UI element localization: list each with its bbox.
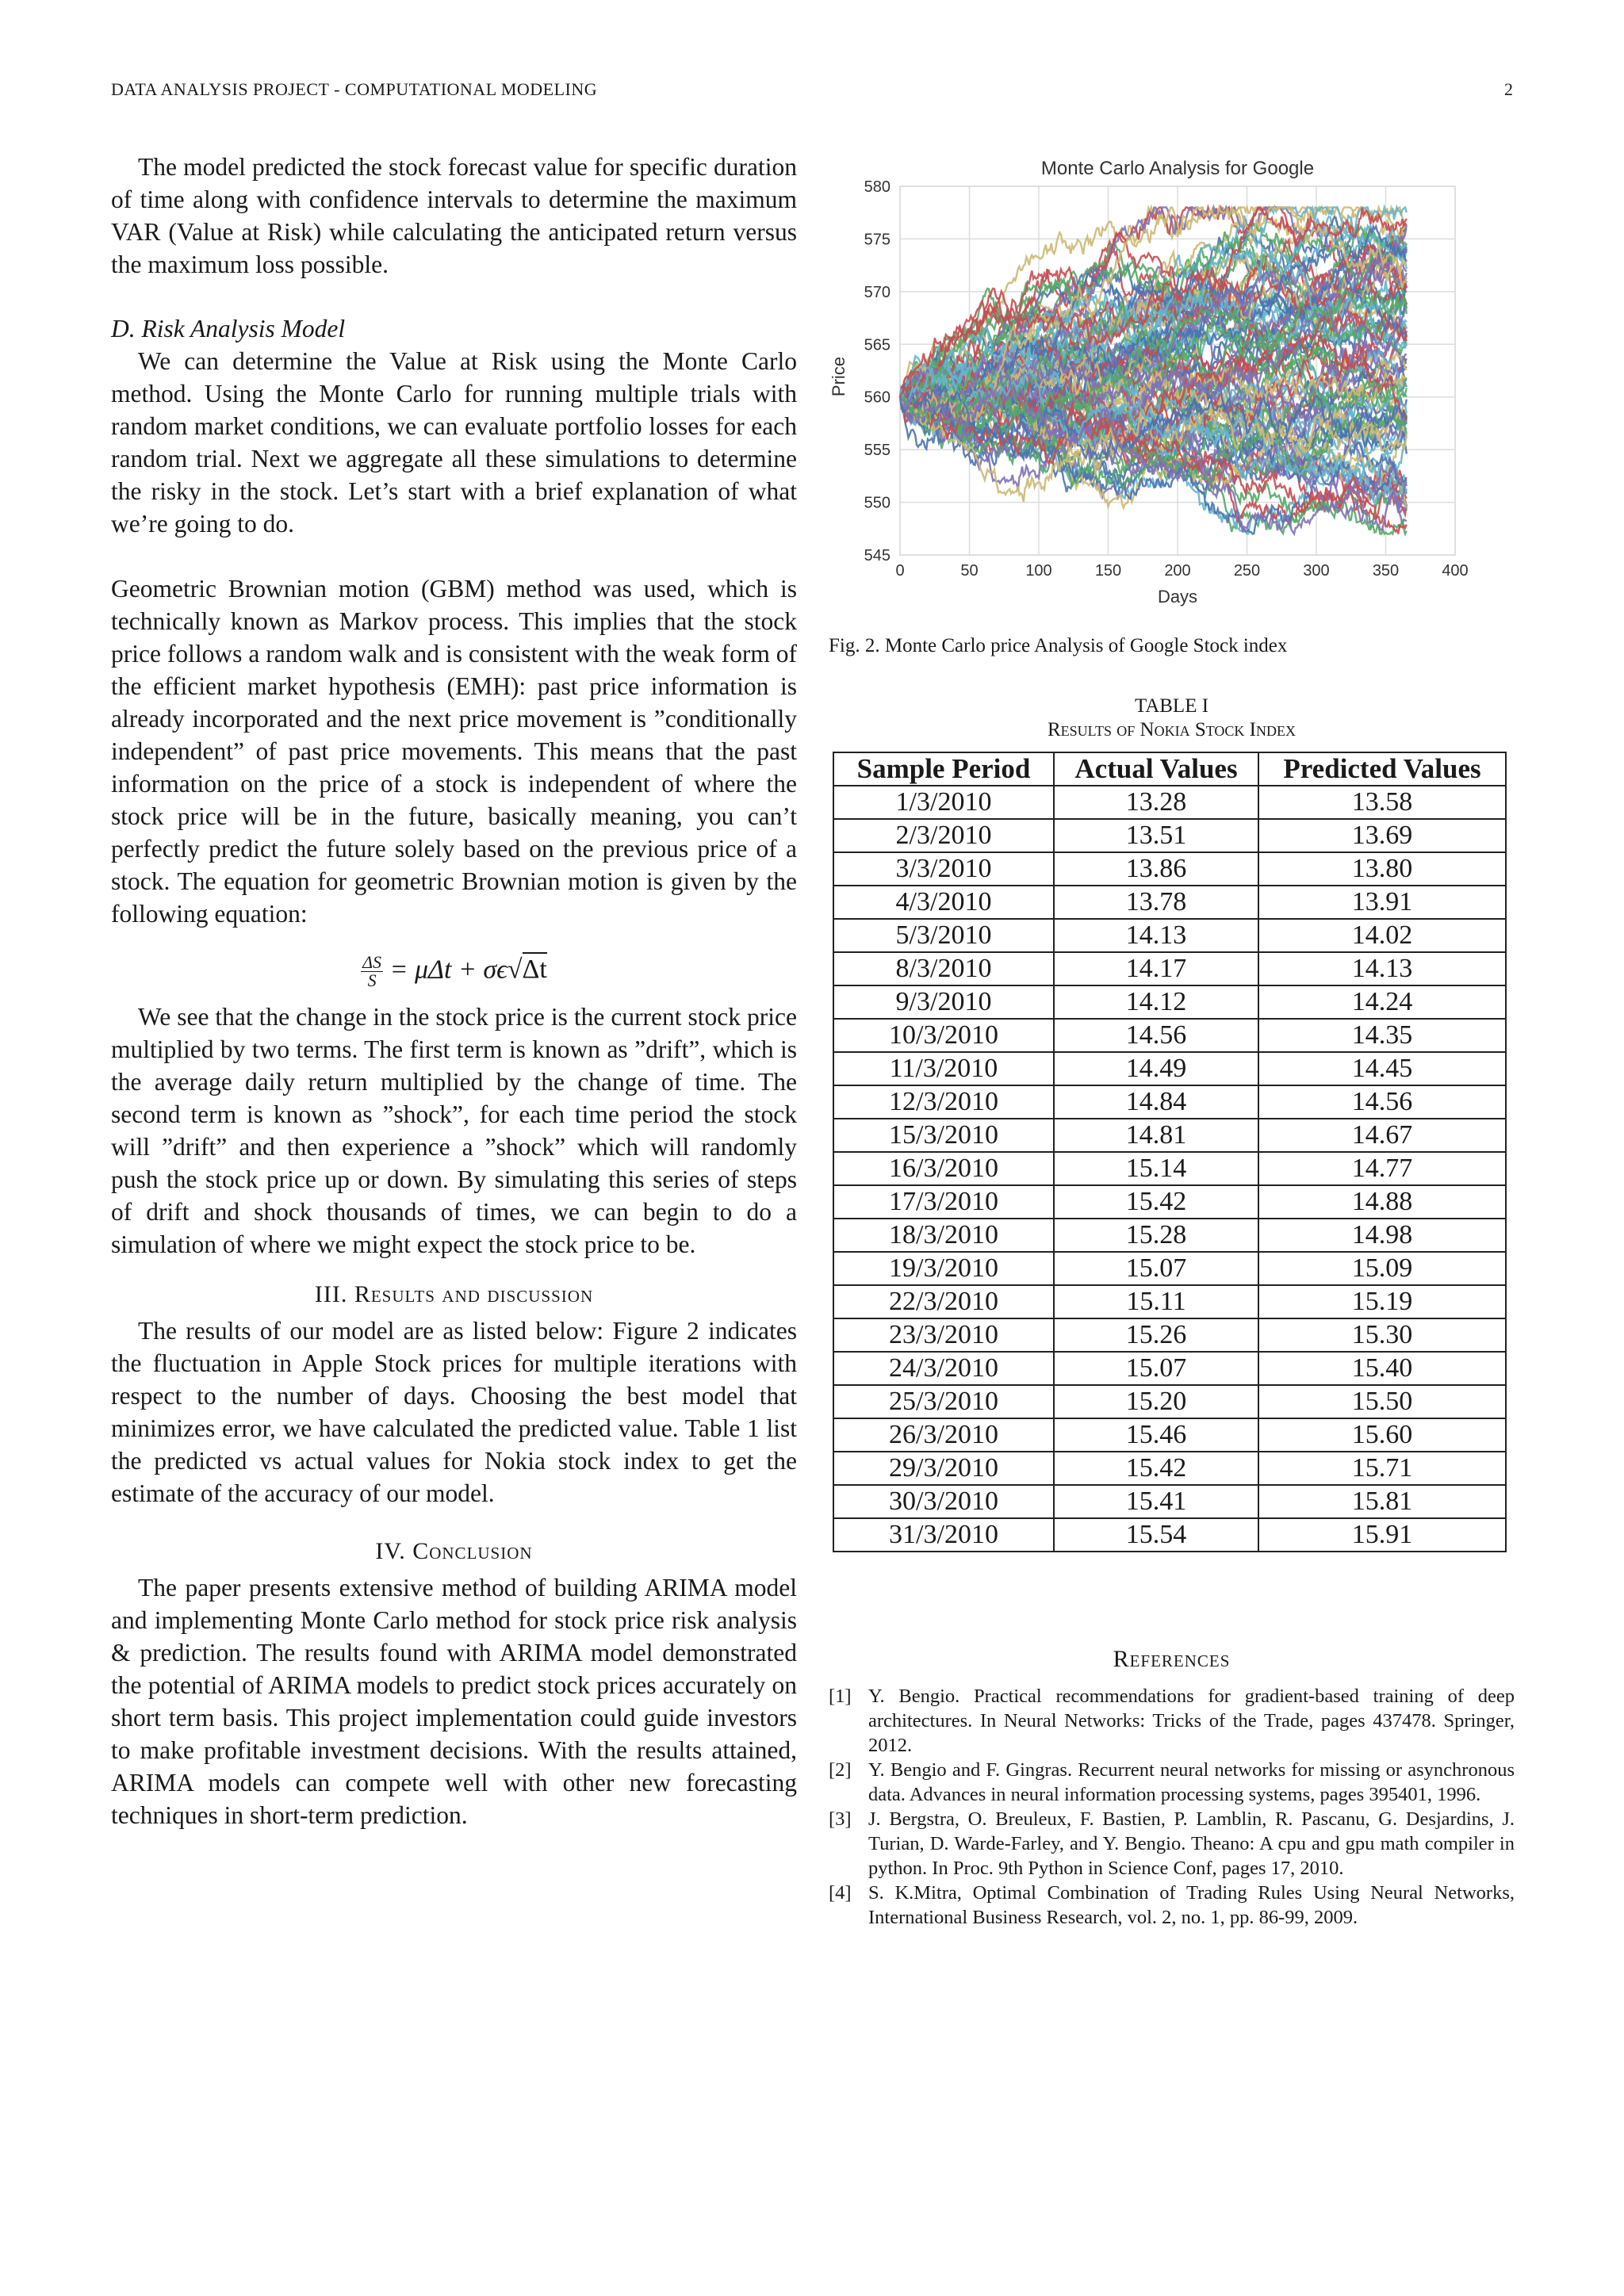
chart-y-tick-label: 560 <box>864 388 891 407</box>
section-title-conclusion <box>111 1538 797 1565</box>
cell-sample-period: 10/3/2010 <box>833 1019 1054 1052</box>
cell-sample-period: 15/3/2010 <box>833 1119 1054 1152</box>
cell-actual-value: 15.41 <box>1054 1485 1258 1518</box>
reference-text: J. Bergstra, O. Breuleux, F. Bastien, P. Lamblin, R. Pascanu, G. Desjardins, J. Turian, D. Warde-Farley, and Y. Bengio. Theano: A cpu and gpu math compiler in python. In Proc. 9th Python in Science Conf, pages 17, 2010. <box>868 1808 1515 1879</box>
cell-sample-period: 1/3/2010 <box>833 786 1054 819</box>
cell-sample-period: 18/3/2010 <box>833 1219 1054 1252</box>
cell-sample-period: 16/3/2010 <box>833 1152 1054 1185</box>
table-row <box>833 786 1506 819</box>
chart-x-tick-label: 250 <box>1233 562 1261 580</box>
cell-sample-period: 24/3/2010 <box>833 1352 1054 1385</box>
chart-x-tick-label: 50 <box>960 562 979 580</box>
table-row <box>833 1219 1506 1252</box>
cell-predicted-value: 13.69 <box>1258 819 1506 852</box>
reference-item <box>829 1758 1515 1807</box>
table-row <box>833 1352 1506 1385</box>
chart-x-tick-label: 400 <box>1442 562 1469 580</box>
chart-x-tick-label: 200 <box>1164 562 1191 580</box>
cell-sample-period: 12/3/2010 <box>833 1085 1054 1119</box>
chart-x-tick-label: 100 <box>1025 562 1052 580</box>
cell-sample-period: 8/3/2010 <box>833 952 1054 985</box>
cell-actual-value: 13.86 <box>1054 852 1258 886</box>
cell-actual-value: 15.20 <box>1054 1385 1258 1418</box>
cell-actual-value: 15.42 <box>1054 1452 1258 1485</box>
cell-predicted-value: 15.50 <box>1258 1385 1506 1418</box>
cell-predicted-value: 15.19 <box>1258 1285 1506 1318</box>
table-row <box>833 1152 1506 1185</box>
cell-predicted-value: 14.77 <box>1258 1152 1506 1185</box>
cell-predicted-value: 15.91 <box>1258 1518 1506 1552</box>
section-number-conclusion: IV. <box>375 1538 406 1564</box>
chart-x-tick-label: 350 <box>1372 562 1400 580</box>
cell-actual-value: 14.49 <box>1054 1052 1258 1085</box>
cell-predicted-value: 14.88 <box>1258 1185 1506 1219</box>
table-row <box>833 1318 1506 1352</box>
table-title: Results of Nokia Stock Index <box>1048 719 1296 740</box>
paragraph-gbm: Geometric Brownian motion (GBM) method was used, which is technically known as Markov process. This implies that the stock price follows a random walk and is consistent with the weak form of the efficient market hypothesis (EMH): past price information is already incorporated and the next price movement is ”conditionally independent” of past price movements. This means that the past information on the price of a stock is independent of where the stock price will be in the future, basically meaning, you can’t perfectly predict the future solely based on the previous price of a stock. The equation for geometric Brownian motion is given by the following equation: <box>111 575 797 928</box>
cell-sample-period: 22/3/2010 <box>833 1285 1054 1318</box>
cell-actual-value: 14.81 <box>1054 1119 1258 1152</box>
paragraph-drift-shock: We see that the change in the stock price is the current stock price multiplied by two terms. The first term is known as ”drift”, which is the average daily return multiplied by the change of time. The second term is known as ”shock”, for each time period the stock will ”drift” and then experience a ”shock” which will randomly push the stock price up or down. By simulating this series of steps of drift and shock thousands of times, we can begin to do a simulation of where we might expect the stock price to be. <box>111 1003 797 1258</box>
cell-sample-period: 26/3/2010 <box>833 1418 1054 1452</box>
reference-number: [3] <box>829 1808 852 1830</box>
cell-sample-period: 11/3/2010 <box>833 1052 1054 1085</box>
cell-sample-period: 23/3/2010 <box>833 1318 1054 1352</box>
paragraph-conclusion: The paper presents extensive method of building ARIMA model and implementing Monte Carlo method for stock price risk analysis & prediction. The results found with ARIMA model demonstrated the potential of ARIMA models to predict stock prices accurately on short term basis. This project implementation could guide investors to make profitable investment decisions. With the results attained, ARIMA models can compete well with other new forecasting techniques in short-term prediction. <box>111 1574 797 1829</box>
cell-actual-value: 15.28 <box>1054 1219 1258 1252</box>
table-row <box>833 852 1506 886</box>
table-row <box>833 1119 1506 1152</box>
paragraph-monte-carlo: We can determine the Value at Risk using the Monte Carlo method. Using the Monte Carlo for running multiple trials with random market conditions, we can evaluate portfolio losses for each random trial. Next we aggregate all these simulations to determine the risky in the stock. Let’s start with a brief explanation of what we’re going to do. <box>111 347 797 538</box>
right-column <box>829 151 1515 1930</box>
table-label: TABLE I <box>1134 695 1209 717</box>
running-title: DATA ANALYSIS PROJECT - COMPUTATIONAL MODELING <box>111 79 598 99</box>
chart-title: Monte Carlo Analysis for Google <box>1040 158 1315 179</box>
cell-actual-value: 15.07 <box>1054 1352 1258 1385</box>
cell-sample-period: 31/3/2010 <box>833 1518 1054 1552</box>
cell-sample-period: 19/3/2010 <box>833 1252 1054 1285</box>
reference-text: Y. Bengio. Practical recommendations for gradient-based training of deep architectures. In Neural Networks: Tricks of the Trade, pages 437478. Springer, 2012. <box>868 1686 1515 1756</box>
equation-numerator: ΔS <box>362 952 382 972</box>
cell-predicted-value: 14.02 <box>1258 919 1506 952</box>
chart-y-tick-label: 545 <box>864 547 891 564</box>
section-title-results <box>111 1281 797 1308</box>
cell-sample-period: 30/3/2010 <box>833 1485 1054 1518</box>
cell-predicted-value: 15.71 <box>1258 1452 1506 1485</box>
results-table <box>833 752 1507 1552</box>
reference-number: [2] <box>829 1759 852 1781</box>
cell-predicted-value: 15.81 <box>1258 1485 1506 1518</box>
cell-sample-period: 29/3/2010 <box>833 1452 1054 1485</box>
cell-actual-value: 15.46 <box>1054 1418 1258 1452</box>
subsection-title-risk-analysis: D. Risk Analysis Model <box>111 315 346 342</box>
table-header-actual-values: Actual Values <box>1054 752 1258 786</box>
table-row <box>833 1019 1506 1052</box>
chart-y-tick-label: 580 <box>864 178 891 196</box>
table-row <box>833 1518 1506 1552</box>
reference-item <box>829 1807 1515 1881</box>
table-row <box>833 919 1506 952</box>
chart-x-tick-label: 150 <box>1094 562 1122 580</box>
table-row <box>833 1185 1506 1219</box>
chart-y-axis-label: Price <box>829 356 848 397</box>
chart-x-tick-label: 300 <box>1303 562 1330 580</box>
cell-predicted-value: 13.80 <box>1258 852 1506 886</box>
chart-y-tick-label: 555 <box>864 442 891 460</box>
cell-sample-period: 4/3/2010 <box>833 886 1054 919</box>
table-row <box>833 1385 1506 1418</box>
chart-y-tick-label: 550 <box>864 494 891 512</box>
cell-actual-value: 15.11 <box>1054 1285 1258 1318</box>
table-header-sample-period: Sample Period <box>833 752 1054 786</box>
reference-text: S. K.Mitra, Optimal Combination of Trading Rules Using Neural Networks, International Business Research, vol. 2, no. 1, pp. 86-99, 2009. <box>868 1882 1515 1928</box>
reference-text: Y. Bengio and F. Gingras. Recurrent neural networks for missing or asynchronous data. Advances in neural information processing systems, pages 395401, 1996. <box>868 1759 1515 1805</box>
cell-actual-value: 13.51 <box>1054 819 1258 852</box>
gbm-equation: $\frac{\Delta S}{S}$ = μΔt + σϵ√Δt <box>362 952 547 990</box>
cell-actual-value: 15.07 <box>1054 1252 1258 1285</box>
table-header-predicted-values: Predicted Values <box>1258 752 1506 786</box>
cell-sample-period: 2/3/2010 <box>833 819 1054 852</box>
equation-fraction <box>361 954 383 989</box>
cell-actual-value: 15.14 <box>1054 1152 1258 1185</box>
reference-item <box>829 1684 1515 1758</box>
table-row <box>833 985 1506 1019</box>
reference-number: [1] <box>829 1686 852 1707</box>
table-row <box>833 1252 1506 1285</box>
cell-predicted-value: 15.09 <box>1258 1252 1506 1285</box>
cell-actual-value: 15.42 <box>1054 1185 1258 1219</box>
cell-predicted-value: 15.40 <box>1258 1352 1506 1385</box>
table-row <box>833 952 1506 985</box>
references-title: References <box>1113 1646 1231 1672</box>
cell-sample-period: 3/3/2010 <box>833 852 1054 886</box>
figure-caption: Fig. 2. Monte Carlo price Analysis of Google Stock index <box>829 635 1288 656</box>
table-row <box>833 1485 1506 1518</box>
cell-actual-value: 14.56 <box>1054 1019 1258 1052</box>
cell-predicted-value: 15.30 <box>1258 1318 1506 1352</box>
cell-predicted-value: 13.58 <box>1258 786 1506 819</box>
section-heading-conclusion: Conclusion <box>412 1538 533 1564</box>
section-heading-results: Results and discussion <box>354 1281 594 1307</box>
chart-y-tick-label: 570 <box>864 283 891 301</box>
cell-sample-period: 9/3/2010 <box>833 985 1054 1019</box>
cell-actual-value: 13.78 <box>1054 886 1258 919</box>
cell-sample-period: 25/3/2010 <box>833 1385 1054 1418</box>
table-row <box>833 1285 1506 1318</box>
cell-sample-period: 17/3/2010 <box>833 1185 1054 1219</box>
paragraph-results: The results of our model are as listed below: Figure 2 indicates the fluctuation in Apple Stock prices for multiple iterations with respect to the number of days. Choosing the best model that minimizes error, we have calculated the predicted value. Table 1 list the predicted vs actual values for Nokia stock index to get the estimate of the accuracy of our model. <box>111 1317 797 1507</box>
equation-sqrt-term: Δt <box>523 952 547 984</box>
table-header-row <box>833 752 1506 786</box>
cell-actual-value: 14.17 <box>1054 952 1258 985</box>
reference-number: [4] <box>829 1882 852 1904</box>
paragraph-var: The model predicted the stock forecast value for specific duration of time along with confidence intervals to determine the maximum VAR (Value at Risk) while calculating the anticipated return versus the maximum loss possible. <box>111 153 797 278</box>
reference-item <box>829 1881 1515 1930</box>
cell-predicted-value: 14.24 <box>1258 985 1506 1019</box>
cell-actual-value: 14.13 <box>1054 919 1258 952</box>
cell-predicted-value: 15.60 <box>1258 1418 1506 1452</box>
equation-denominator: S <box>367 970 377 990</box>
equation-rhs: = μΔt + σϵ <box>389 955 508 985</box>
cell-predicted-value: 14.35 <box>1258 1019 1506 1052</box>
monte-carlo-chart <box>829 151 1479 626</box>
table-row <box>833 1085 1506 1119</box>
table-row <box>833 819 1506 852</box>
cell-actual-value: 15.54 <box>1054 1518 1258 1552</box>
cell-predicted-value: 14.56 <box>1258 1085 1506 1119</box>
table-row <box>833 1452 1506 1485</box>
left-column <box>111 151 797 1831</box>
cell-actual-value: 13.28 <box>1054 786 1258 819</box>
cell-actual-value: 14.12 <box>1054 985 1258 1019</box>
cell-actual-value: 14.84 <box>1054 1085 1258 1119</box>
cell-sample-period: 5/3/2010 <box>833 919 1054 952</box>
page-number: 2 <box>1504 79 1514 99</box>
table-row <box>833 1052 1506 1085</box>
chart-y-tick-label: 565 <box>864 336 891 354</box>
cell-predicted-value: 14.98 <box>1258 1219 1506 1252</box>
cell-predicted-value: 14.45 <box>1258 1052 1506 1085</box>
cell-actual-value: 15.26 <box>1054 1318 1258 1352</box>
table-row <box>833 886 1506 919</box>
chart-y-tick-label: 575 <box>864 231 891 249</box>
table-row <box>833 1418 1506 1452</box>
chart-x-axis-label: Days <box>1157 587 1198 607</box>
cell-predicted-value: 13.91 <box>1258 886 1506 919</box>
references-list <box>829 1684 1515 1930</box>
cell-predicted-value: 14.13 <box>1258 952 1506 985</box>
section-number-results: III. <box>314 1281 348 1307</box>
chart-x-tick-label: 0 <box>895 562 905 580</box>
cell-predicted-value: 14.67 <box>1258 1119 1506 1152</box>
